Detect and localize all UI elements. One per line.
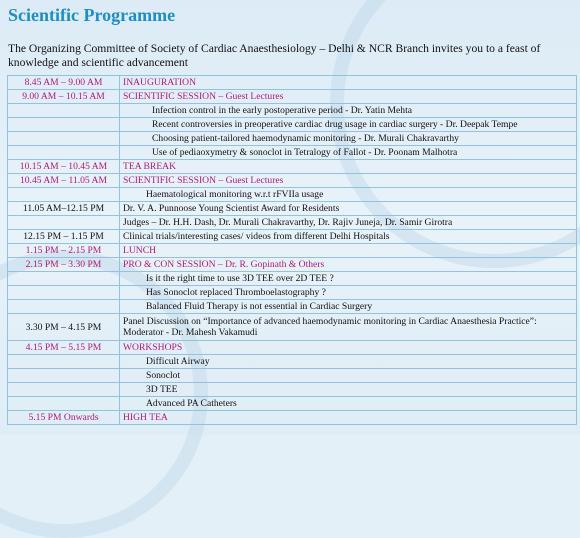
session-title: Dr. V. A. Punnoose Young Scientist Award for Residents: [120, 202, 577, 216]
programme-table: [7, 75, 577, 425]
session-title: Difficult Airway: [120, 355, 577, 369]
programme-row: [8, 160, 577, 174]
programme-row: [8, 174, 577, 188]
session-title: TEA BREAK: [120, 160, 577, 174]
session-time: 2.15 PM – 3.30 PM: [8, 258, 120, 272]
session-time: [8, 369, 120, 383]
session-time: 3.30 PM – 4.15 PM: [8, 314, 120, 341]
session-time: 10.15 AM – 10.45 AM: [8, 160, 120, 174]
session-time: [8, 383, 120, 397]
programme-row: [8, 216, 577, 230]
programme-row: [8, 118, 577, 132]
session-title: Has Sonoclot replaced Thromboelastography ?: [120, 286, 577, 300]
programme-row: [8, 258, 577, 272]
session-time: 10.45 AM – 11.05 AM: [8, 174, 120, 188]
session-time: [8, 146, 120, 160]
programme-table-body: [8, 76, 577, 425]
session-title: Recent controversies in preoperative cardiac drug usage in cardiac surgery - Dr. Deepak Tempe: [120, 118, 577, 132]
programme-row: [8, 272, 577, 286]
session-time: 11.05 AM–12.15 PM: [8, 202, 120, 216]
programme-row: [8, 286, 577, 300]
programme-row: [8, 146, 577, 160]
programme-row: [8, 397, 577, 411]
programme-row: [8, 314, 577, 341]
programme-row: [8, 132, 577, 146]
programme-row: [8, 188, 577, 202]
session-time: [8, 104, 120, 118]
programme-row: [8, 230, 577, 244]
programme-row: [8, 104, 577, 118]
session-title: Sonoclot: [120, 369, 577, 383]
session-title: SCIENTIFIC SESSION – Guest Lectures: [120, 174, 577, 188]
programme-row: [8, 90, 577, 104]
session-title: Use of pediaoxymetry & sonoclot in Tetralogy of Fallot - Dr. Poonam Malhotra: [120, 146, 577, 160]
session-time: [8, 397, 120, 411]
session-title: Advanced PA Catheters: [120, 397, 577, 411]
programme-row: [8, 76, 577, 90]
session-time: 8.45 AM – 9.00 AM: [8, 76, 120, 90]
programme-row: [8, 341, 577, 355]
session-time: 9.00 AM – 10.15 AM: [8, 90, 120, 104]
session-title: Panel Discussion on “Importance of advanced haemodynamic monitoring in Cardiac Anaesthesia Practice”: Moderator - Dr. Mahesh Vakamudi: [120, 314, 577, 341]
session-title: Infection control in the early postoperative period - Dr. Yatin Mehta: [120, 104, 577, 118]
session-time: [8, 286, 120, 300]
session-title: Judges – Dr. H.H. Dash, Dr. Murali Chakravarthy, Dr. Rajiv Juneja, Dr. Samir Girotra: [120, 216, 577, 230]
session-time: 4.15 PM – 5.15 PM: [8, 341, 120, 355]
programme-row: [8, 383, 577, 397]
programme-row: [8, 369, 577, 383]
session-title: Haematological monitoring w.r.t rFVIIa usage: [120, 188, 577, 202]
intro-paragraph: The Organizing Committee of Society of Cardiac Anaesthesiology – Delhi & NCR Branch invites you to a feast of knowledge and scientific advancement: [8, 42, 541, 69]
session-title: Clinical trials/interesting cases/ videos from different Delhi Hospitals: [120, 230, 577, 244]
session-time: [8, 272, 120, 286]
programme-row: [8, 300, 577, 314]
session-title: PRO & CON SESSION – Dr. R. Gopinath & Others: [120, 258, 577, 272]
session-title: LUNCH: [120, 244, 577, 258]
session-time: [8, 118, 120, 132]
session-title: 3D TEE: [120, 383, 577, 397]
session-title: SCIENTIFIC SESSION – Guest Lectures: [120, 90, 577, 104]
session-title: WORKSHOPS: [120, 341, 577, 355]
session-time: 12.15 PM – 1.15 PM: [8, 230, 120, 244]
session-time: [8, 216, 120, 230]
session-title: HIGH TEA: [120, 411, 577, 425]
programme-row: [8, 355, 577, 369]
session-time: 1.15 PM – 2.15 PM: [8, 244, 120, 258]
programme-row: [8, 202, 577, 216]
session-time: [8, 355, 120, 369]
page-title: Scientific Programme: [8, 5, 176, 25]
programme-row: [8, 411, 577, 425]
session-title: INAUGURATION: [120, 76, 577, 90]
session-time: [8, 132, 120, 146]
programme-row: [8, 244, 577, 258]
session-time: 5.15 PM Onwards: [8, 411, 120, 425]
session-time: [8, 300, 120, 314]
session-time: [8, 188, 120, 202]
session-title: Is it the right time to use 3D TEE over 2D TEE ?: [120, 272, 577, 286]
session-title: Balanced Fluid Therapy is not essential in Cardiac Surgery: [120, 300, 577, 314]
session-title: Choosing patient-tailored haemodynamic monitoring - Dr. Murali Chakravarthy: [120, 132, 577, 146]
